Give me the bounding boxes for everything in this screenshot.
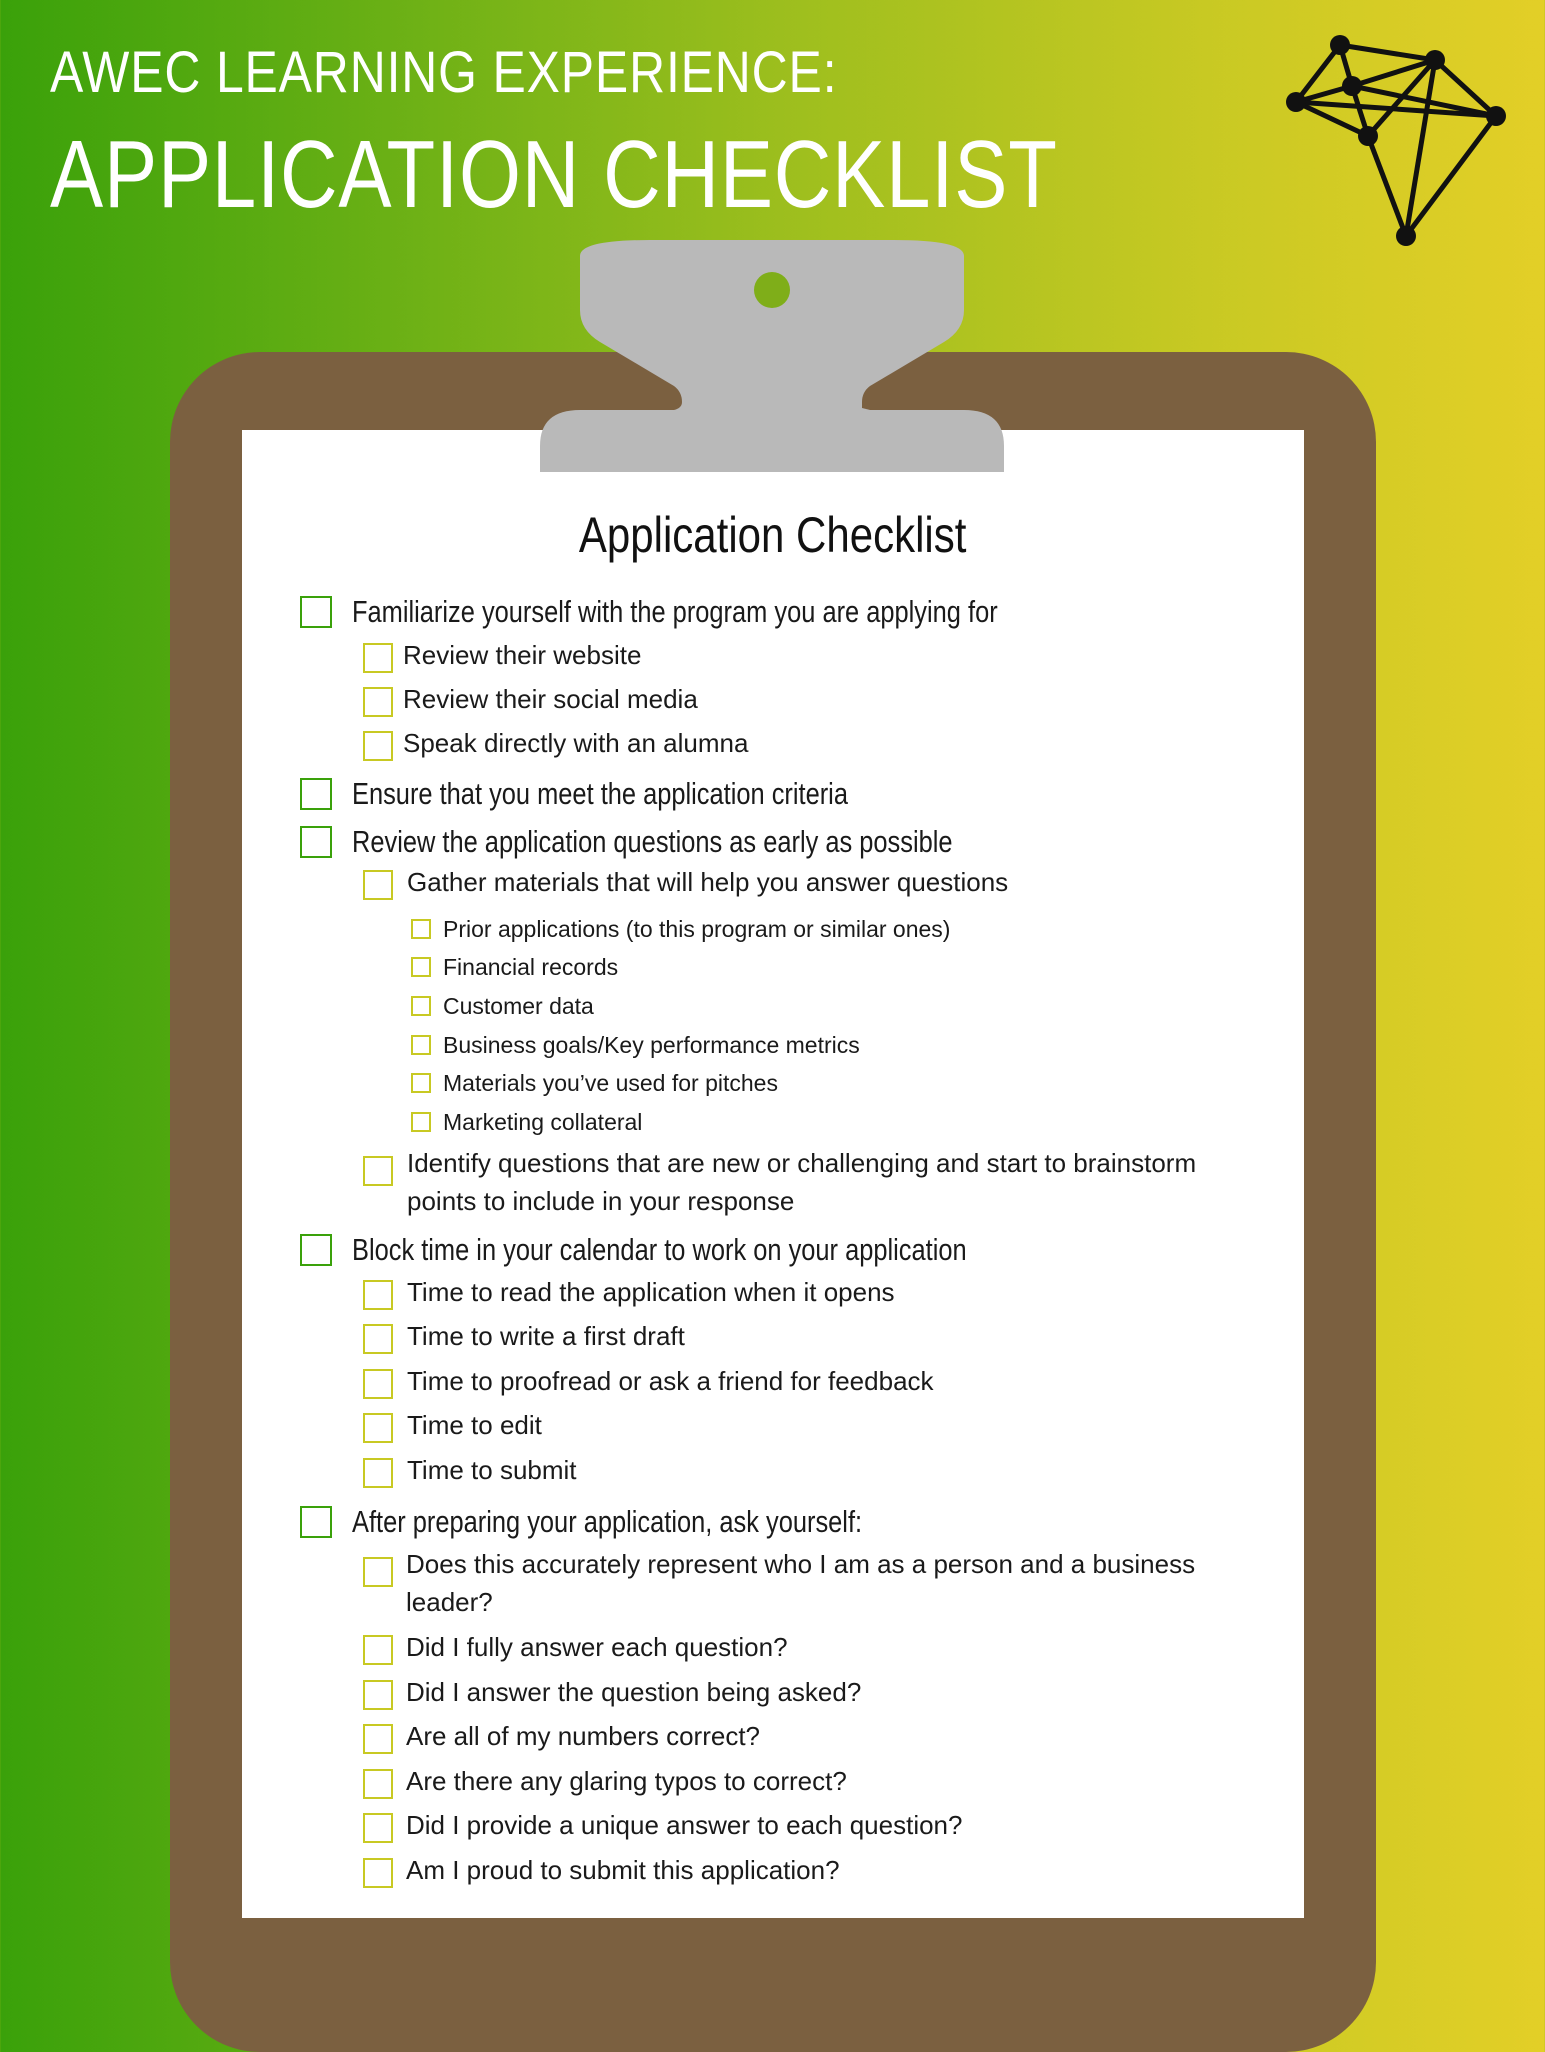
item-label: Does this accurately represent who I am as a person and a business leader? <box>406 1549 1196 1617</box>
item-label: Time to submit <box>407 1455 577 1485</box>
checkbox-icon[interactable] <box>363 1813 393 1843</box>
checkbox-icon[interactable] <box>363 870 393 900</box>
checkbox-icon[interactable] <box>363 1858 393 1888</box>
checkbox-icon[interactable] <box>363 1458 393 1488</box>
item-label: Time to proofread or ask a friend for feedback <box>407 1366 934 1396</box>
checklist-title: Application Checklist <box>578 507 967 563</box>
checkbox-icon[interactable] <box>363 1280 393 1310</box>
header-subtitle: AWEC LEARNING EXPERIENCE: <box>50 40 838 105</box>
item-label: Are there any glaring typos to correct? <box>406 1766 847 1796</box>
checkbox-icon[interactable] <box>363 1413 393 1443</box>
item-label: Identify questions that are new or challenging and start to brainstorm points to include in your response <box>407 1148 1197 1216</box>
item-label: Business goals/Key performance metrics <box>443 1032 860 1058</box>
header-title: APPLICATION CHECKLIST <box>50 121 1058 228</box>
item-label: Review their social media <box>403 684 698 714</box>
item-label: Time to read the application when it opens <box>407 1277 895 1307</box>
geometric-diamond-network-icon <box>1270 30 1510 250</box>
checkbox-icon[interactable] <box>411 1035 431 1055</box>
section-label: Familiarize yourself with the program you are applying for <box>352 594 998 629</box>
checkbox-icon[interactable] <box>363 1156 393 1186</box>
checkbox-icon[interactable] <box>300 1506 332 1538</box>
checkbox-icon[interactable] <box>363 1324 393 1354</box>
checkbox-icon[interactable] <box>411 919 431 939</box>
checkbox-icon[interactable] <box>363 1635 393 1665</box>
item-label: Time to write a first draft <box>407 1321 685 1351</box>
item-label: Am I proud to submit this application? <box>406 1855 840 1885</box>
item-label: Did I answer the question being asked? <box>406 1677 862 1707</box>
checkbox-icon[interactable] <box>300 596 332 628</box>
item-label: Prior applications (to this program or similar ones) <box>443 916 951 942</box>
checkbox-icon[interactable] <box>300 778 332 810</box>
item-label: Customer data <box>443 993 594 1019</box>
checkbox-icon[interactable] <box>411 1112 431 1132</box>
checkbox-icon[interactable] <box>300 1234 332 1266</box>
item-label: Financial records <box>443 954 619 980</box>
item-label: Gather materials that will help you answer questions <box>407 867 1009 897</box>
checkbox-icon[interactable] <box>363 1769 393 1799</box>
item-label: Materials you’ve used for pitches <box>443 1070 778 1096</box>
item-label: Marketing collateral <box>443 1109 643 1135</box>
section-label: Block time in your calendar to work on your application <box>352 1232 967 1267</box>
checkbox-icon[interactable] <box>363 1369 393 1399</box>
section-label: Review the application questions as early as possible <box>352 824 953 859</box>
item-label: Review their website <box>403 640 642 670</box>
clipboard-clip-icon <box>540 240 1004 472</box>
item-label: Did I provide a unique answer to each question? <box>406 1810 963 1840</box>
checkbox-icon[interactable] <box>411 1073 431 1093</box>
section-label: Ensure that you meet the application criteria <box>352 776 848 811</box>
item-label: Are all of my numbers correct? <box>406 1721 761 1751</box>
section-label: After preparing your application, ask yourself: <box>352 1504 863 1539</box>
checkbox-icon[interactable] <box>363 1557 393 1587</box>
checkbox-icon[interactable] <box>363 643 393 673</box>
item-label: Did I fully answer each question? <box>406 1632 788 1662</box>
checkbox-icon[interactable] <box>363 687 393 717</box>
item-label: Time to edit <box>407 1410 542 1440</box>
item-label: Speak directly with an alumna <box>403 728 749 758</box>
checkbox-icon[interactable] <box>363 1680 393 1710</box>
checkbox-icon[interactable] <box>300 826 332 858</box>
checkbox-icon[interactable] <box>363 1724 393 1754</box>
checkbox-icon[interactable] <box>363 731 393 761</box>
checkbox-icon[interactable] <box>411 957 431 977</box>
checkbox-icon[interactable] <box>411 996 431 1016</box>
